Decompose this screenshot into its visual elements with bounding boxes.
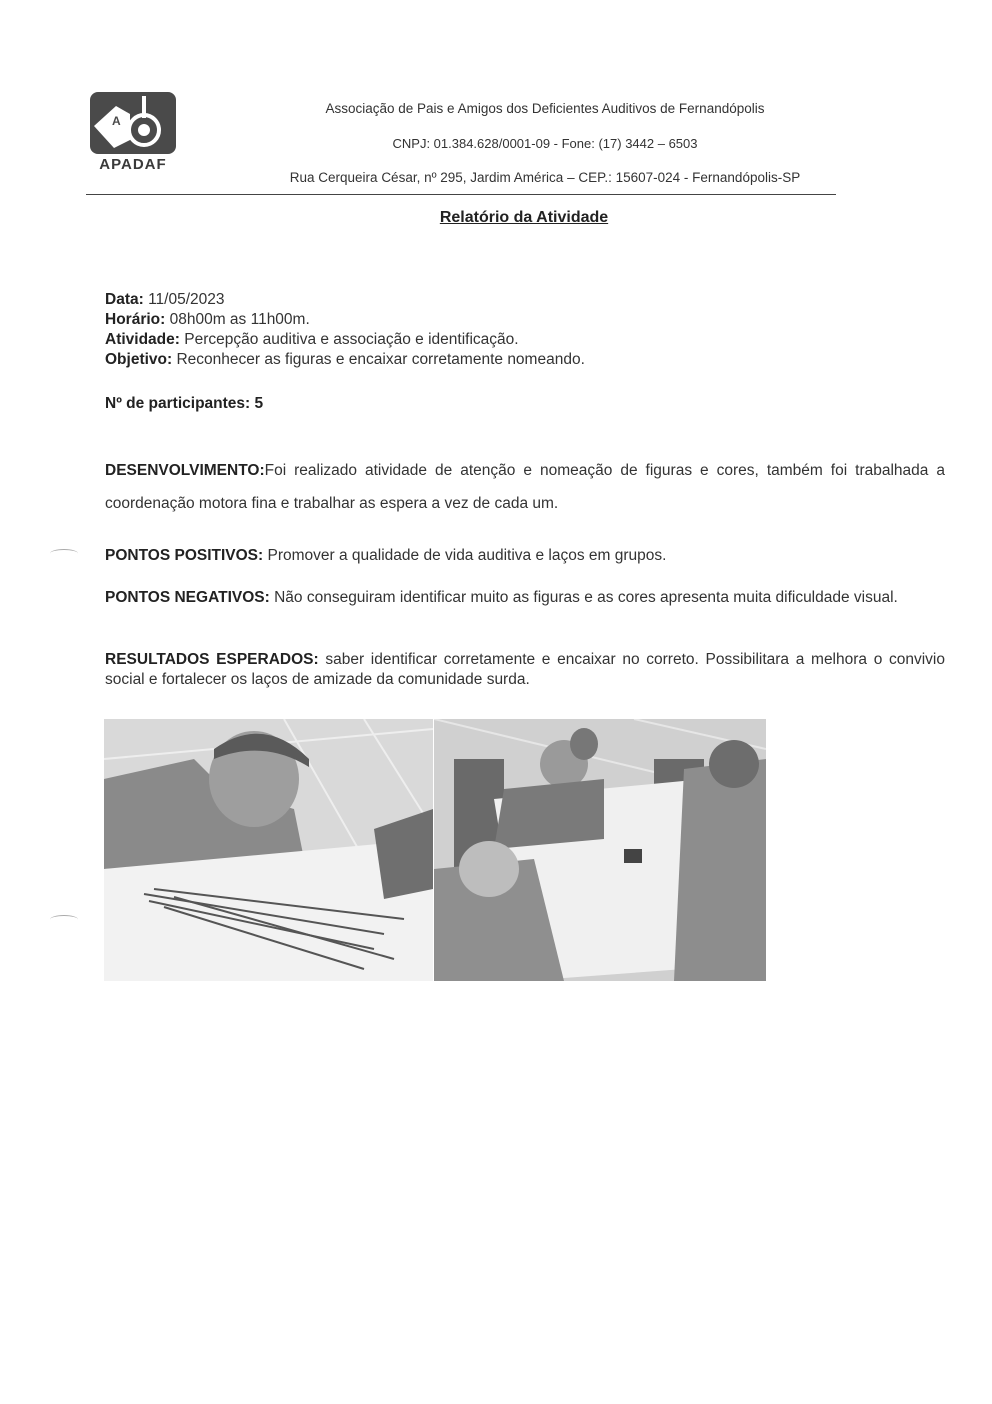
scan-mark xyxy=(50,915,78,924)
ear-logo-icon xyxy=(90,92,176,154)
activity-label: Atividade: xyxy=(105,331,180,348)
objective-row xyxy=(105,350,585,370)
report-title: Relatório da Atividade xyxy=(439,209,609,226)
participants-count: Nº de participantes: 5 xyxy=(105,395,264,412)
development-paragraph xyxy=(105,454,945,520)
time-label: Horário: xyxy=(105,311,166,328)
logo-wordmark: APADAF xyxy=(99,156,167,173)
negative-label: PONTOS NEGATIVOS: xyxy=(105,589,270,606)
address: Rua Cerqueira César, nº 295, Jardim América – CEP.: 15607-024 - Fernandópolis-SP xyxy=(289,170,801,185)
development-label: DESENVOLVIMENTO: xyxy=(105,462,265,479)
negative-text: Não conseguiram identificar muito as figuras e as cores apresenta muita dificuldade visual. xyxy=(269,589,898,606)
apadaf-logo xyxy=(88,92,178,174)
positive-points xyxy=(105,546,945,566)
svg-text:A: A xyxy=(112,114,121,128)
organization-name: Associação de Pais e Amigos dos Deficientes Auditivos de Fernandópolis xyxy=(325,101,765,116)
objective-value: Reconhecer as figuras e encaixar corretamente nomeando. xyxy=(172,351,585,368)
scan-mark xyxy=(50,549,78,558)
time-row xyxy=(105,310,585,330)
activity-fields xyxy=(105,290,585,370)
development-text: Foi realizado atividade de atenção e nomeação de figuras e cores, também foi trabalhada a coordenação motora fina e trabalhar as espera a vez de cada um. xyxy=(105,462,945,512)
cnpj-phone: CNPJ: 01.384.628/0001-09 - Fone: (17) 3442 – 6503 xyxy=(392,136,698,151)
activity-value: Percepção auditiva e associação e identificação. xyxy=(179,331,519,348)
negative-points xyxy=(105,588,945,608)
results-text: saber identificar corretamente e encaixar no correto. Possibilitara a melhora o convivio social e fortalecer os laços de amizade da comunidade surda. xyxy=(105,651,945,688)
activity-photo-1 xyxy=(104,719,433,981)
date-row xyxy=(105,290,585,310)
results-label: RESULTADOS ESPERADOS: xyxy=(105,651,319,668)
positive-text: Promover a qualidade de vida auditiva e laços em grupos. xyxy=(263,547,667,564)
activity-photo-2 xyxy=(434,719,766,981)
header-divider xyxy=(86,194,836,195)
positive-label: PONTOS POSITIVOS: xyxy=(105,547,264,564)
objective-label: Objetivo: xyxy=(105,351,173,368)
expected-results xyxy=(105,650,945,690)
date-value: 11/05/2023 xyxy=(143,291,225,308)
date-label: Data: xyxy=(105,291,144,308)
time-value: 08h00m as 11h00m. xyxy=(165,311,310,328)
activity-row xyxy=(105,330,585,350)
